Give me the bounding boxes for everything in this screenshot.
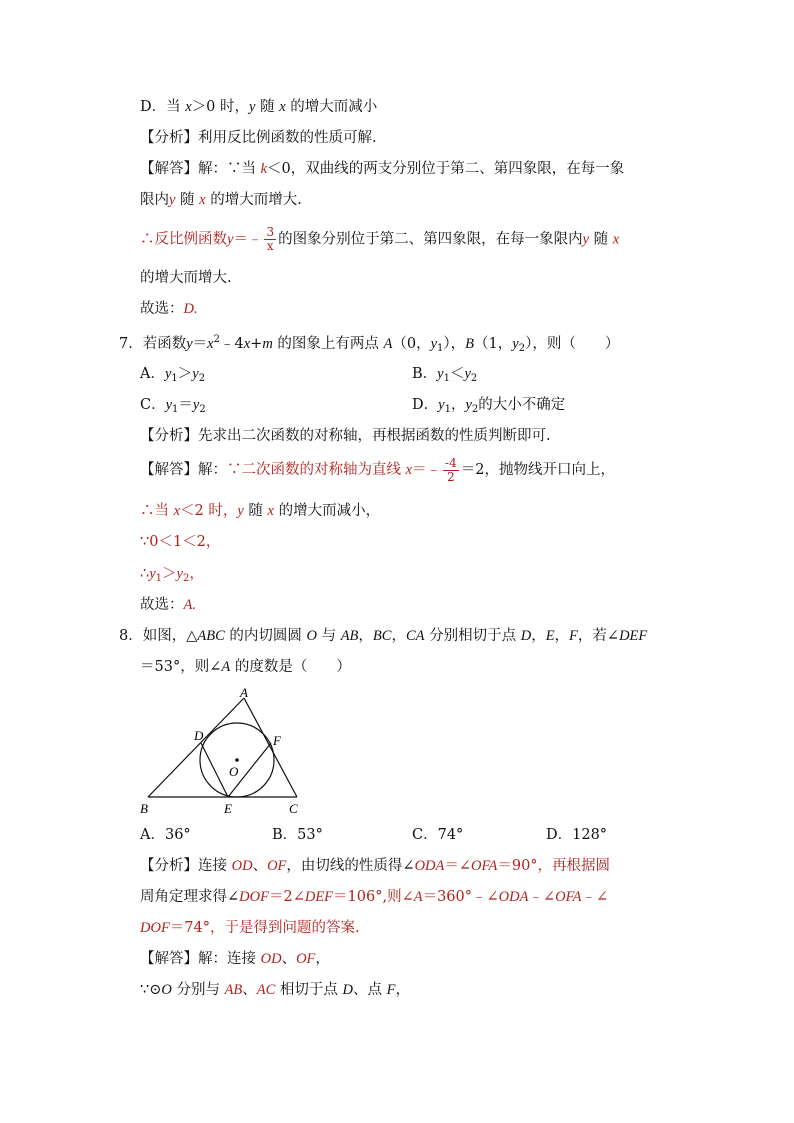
q7-analysis: 【分析】先求出二次函数的对称轴，再根据函数的性质判断即可.	[140, 428, 551, 444]
q8-analysis-line2: 周角定理求得∠DOF＝2∠DEF＝106°,则∠A＝360°﹣∠ODA﹣∠OFA﹣∠	[140, 889, 609, 905]
q7-answer-line2: ∴当 x＜2 时，y 随 x 的增大而减小，	[140, 503, 381, 519]
q8-option-c[interactable]: C．74°	[412, 827, 464, 843]
q8-answer-line2: ∵⊙O 分别与 AB、AC 相切于点 D、点 F，	[140, 982, 410, 998]
q7-option-b[interactable]: B．$y_1<y_2$	[412, 366, 478, 384]
q6-answer-line3: ∴反比例函数y＝﹣ $\frac{3}{x}$ 的图象分别位于第二、第四象限，在每一象限内y 随 x	[140, 225, 620, 253]
q6-answer-line2: 限内y 随 x 的增大而增大.	[140, 192, 302, 208]
label-b: B	[140, 801, 148, 816]
q6-fraction: $\frac{3}{x}$	[266, 225, 275, 253]
label-a: A	[240, 685, 248, 700]
label-o: O	[229, 764, 239, 779]
label-f: F	[273, 733, 281, 748]
q8-analysis-line3: DOF＝74°，于是得到问题的答案.	[140, 920, 360, 936]
q7-option-d[interactable]: D．$y_1$，$y_2$的大小不确定	[412, 397, 566, 415]
q8-option-a[interactable]: A．36°	[140, 827, 191, 843]
q8-stem-line2: ＝53°，则∠A 的度数是（ ）	[140, 659, 351, 675]
label-c: C	[289, 801, 298, 816]
side-ab	[148, 698, 244, 797]
q6-answer-line1: 【解答】解：∵当 k＜0，双曲线的两支分别位于第二、第四象限，在每一象	[140, 161, 625, 177]
q7-fraction: $\frac{-4}{2}$	[445, 455, 457, 484]
q7-option-a[interactable]: A．$y_1>y_2$	[140, 366, 206, 384]
q7-answer-line3: ∵0＜1＜2，	[140, 534, 221, 550]
q6-analysis: 【分析】利用反比例函数的性质可解.	[140, 130, 377, 146]
center-dot	[235, 758, 239, 762]
q7-stem: 7．若函数$y=x^2﹣4x+m$ 的图象上有两点 A（0，$y_1$），B（1，$y_2$），则（ ）	[119, 334, 620, 354]
q6-option-d: D．当 x＞0 时，y 随 x 的增大而减小	[140, 99, 378, 115]
q6-choice: 故选：D.	[140, 301, 198, 317]
incircle-figure	[140, 683, 320, 818]
q8-answer-line1: 【解答】解：连接 OD、OF，	[140, 951, 330, 967]
q8-option-d[interactable]: D．128°	[546, 827, 608, 843]
q7-option-c[interactable]: C．$y_1=y_2$	[140, 397, 206, 415]
q7-answer-line4: $\therefore y_1>y_2$，	[140, 566, 204, 584]
side-ac	[244, 698, 297, 797]
q8-option-b[interactable]: B．53°	[272, 827, 323, 843]
label-d: D	[194, 728, 204, 743]
label-e: E	[224, 801, 232, 816]
q8-analysis-line1: 【分析】连接 OD、OF，由切线的性质得∠ODA＝∠OFA＝90°，再根据圆	[140, 858, 611, 874]
q7-answer-line1: 【解答】解：∵二次函数的对称轴为直线 x＝﹣ $\frac{-4}{2}$ ＝2，抛物线开口向上，	[140, 455, 615, 484]
q7-choice: 故选：A.	[140, 597, 196, 613]
q8-stem-line1: 8．如图，△ABC 的内切圆圆 O 与 AB，BC，CA 分别相切于点 D，E，F，若∠DEF	[119, 628, 648, 644]
q6-answer-line4: 的增大而增大.	[140, 270, 232, 286]
